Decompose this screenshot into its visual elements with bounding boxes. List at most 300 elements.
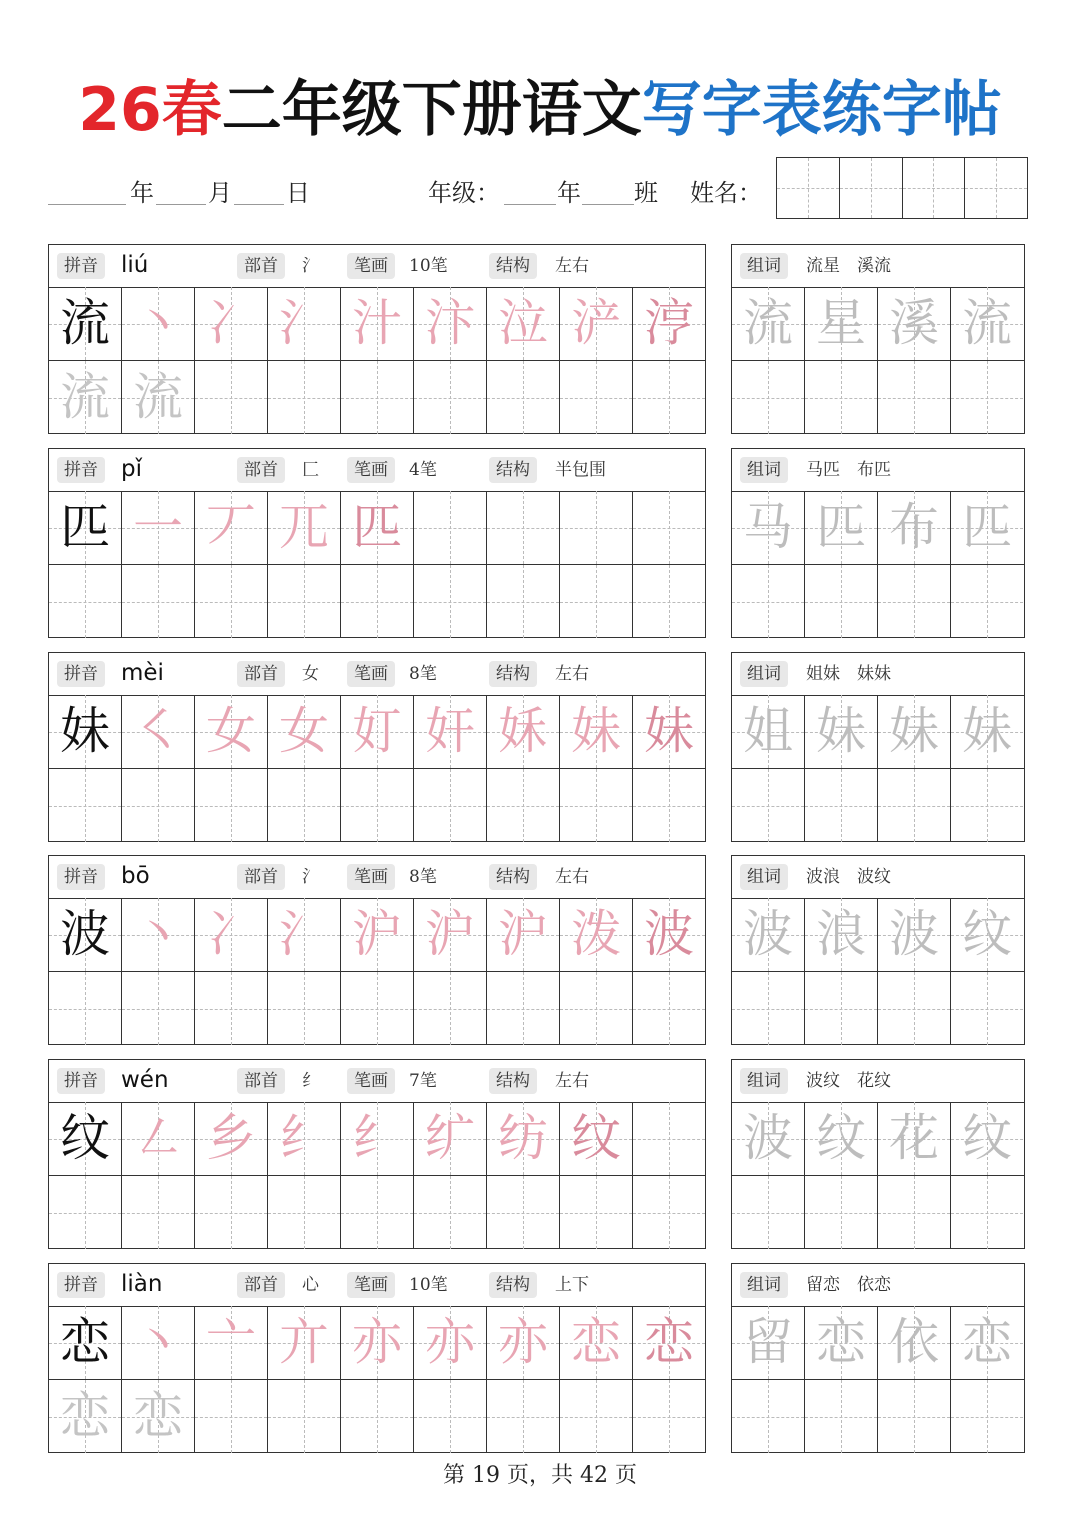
grid-cell[interactable]	[487, 1306, 560, 1379]
grid-cell[interactable]	[341, 1306, 414, 1379]
grid-cell[interactable]	[732, 1102, 805, 1175]
name-boxes[interactable]	[776, 157, 1028, 219]
word-grid	[732, 1306, 1024, 1453]
grid-cell[interactable]	[633, 1176, 705, 1249]
grid-cell[interactable]	[341, 361, 414, 434]
name-box[interactable]	[840, 158, 903, 218]
grid-cell[interactable]	[487, 361, 560, 434]
grid-cell[interactable]	[560, 1176, 633, 1249]
grid-row	[49, 360, 705, 434]
grid-cell[interactable]	[732, 491, 805, 564]
grid-cell[interactable]	[341, 695, 414, 768]
grid-cell[interactable]	[268, 1380, 341, 1453]
grid-cell[interactable]	[122, 695, 195, 768]
char-block	[48, 448, 706, 638]
radical-value: 女	[302, 664, 319, 684]
word-trace-char: 花	[889, 1109, 939, 1167]
stroke-step: ㇛	[133, 702, 183, 760]
stroke-step: 丶	[133, 905, 183, 963]
name-box[interactable]	[903, 158, 966, 218]
pinyin-value: liú	[121, 252, 149, 278]
words-value: 流星 溪流	[806, 256, 891, 276]
grid-cell[interactable]	[732, 695, 805, 768]
char-info-bar	[49, 1060, 705, 1103]
word-trace-char: 依	[889, 1313, 939, 1371]
word-trace-char: 恋	[962, 1313, 1012, 1371]
char-block	[48, 652, 706, 842]
grid-cell[interactable]	[414, 491, 487, 564]
grid-cell[interactable]	[268, 491, 341, 564]
grid-row	[732, 1102, 1024, 1175]
word-info-bar	[732, 245, 1024, 288]
grid-cell[interactable]	[878, 1176, 951, 1249]
grid-cell[interactable]	[951, 565, 1023, 638]
stroke-step: 恋	[644, 1313, 694, 1371]
word-info-bar	[732, 1060, 1024, 1103]
words-value: 姐妹 妹妹	[806, 664, 891, 684]
month-blank[interactable]	[156, 204, 206, 205]
trace-char: 流	[60, 368, 110, 426]
radical-value: 氵	[302, 256, 319, 276]
grid-cell[interactable]	[122, 972, 195, 1045]
grid-cell[interactable]	[487, 287, 560, 360]
grid-cell[interactable]	[487, 972, 560, 1045]
grid-row	[49, 1175, 705, 1249]
grid-cell[interactable]	[341, 898, 414, 971]
grid-cell[interactable]	[732, 898, 805, 971]
word-info-bar	[732, 856, 1024, 899]
grid-cell[interactable]	[633, 695, 705, 768]
grid-cell[interactable]	[633, 565, 705, 638]
pinyin-tag: 拼音	[57, 1272, 105, 1298]
grid-cell[interactable]	[122, 1102, 195, 1175]
grid-cell[interactable]	[487, 1176, 560, 1249]
word-block	[731, 652, 1025, 842]
grid-cell[interactable]	[49, 695, 122, 768]
strokes-tag: 笔画	[347, 864, 395, 890]
grid-cell[interactable]	[805, 491, 878, 564]
strokes-value: 7笔	[409, 1071, 437, 1091]
practice-grid	[49, 1306, 705, 1453]
class-blank[interactable]	[582, 204, 634, 205]
grade-label: 年级：	[428, 179, 500, 207]
grid-cell[interactable]	[195, 491, 268, 564]
stroke-step: ㇜	[133, 1109, 183, 1167]
stroke-step: 妹	[571, 702, 621, 760]
grid-cell[interactable]	[122, 565, 195, 638]
grid-cell[interactable]	[560, 565, 633, 638]
words-tag: 组词	[740, 457, 788, 483]
grid-cell[interactable]	[878, 287, 951, 360]
grid-cell[interactable]	[633, 491, 705, 564]
trace-char: 恋	[60, 1387, 110, 1445]
word-grid	[732, 695, 1024, 842]
grid-cell[interactable]	[268, 565, 341, 638]
name-label: 姓名：	[690, 179, 762, 207]
stroke-step: 匹	[352, 498, 402, 556]
grid-cell[interactable]	[878, 898, 951, 971]
grid-cell[interactable]	[268, 695, 341, 768]
grid-row	[49, 695, 705, 768]
grid-cell[interactable]	[878, 1102, 951, 1175]
radical-value: 心	[302, 1275, 319, 1295]
stroke-step: 纟	[279, 1109, 329, 1167]
char-block	[48, 244, 706, 434]
grid-cell[interactable]	[560, 769, 633, 842]
grid-cell[interactable]	[732, 972, 805, 1045]
stroke-step: 汁	[352, 294, 402, 352]
grid-cell[interactable]	[633, 972, 705, 1045]
grid-cell[interactable]	[122, 1176, 195, 1249]
word-block	[731, 1263, 1025, 1453]
grid-cell[interactable]	[560, 898, 633, 971]
grid-cell[interactable]	[951, 1380, 1023, 1453]
grid-cell[interactable]	[951, 695, 1023, 768]
stroke-step: 女	[279, 702, 329, 760]
grid-cell[interactable]	[49, 1102, 122, 1175]
grid-cell[interactable]	[49, 972, 122, 1045]
grid-cell[interactable]	[49, 491, 122, 564]
grid-cell[interactable]	[414, 1306, 487, 1379]
title-part-blue: 写字表练字帖	[641, 75, 1002, 145]
structure-value: 上下	[555, 1275, 589, 1295]
page-footer: 第 19 页，共 42 页	[443, 1463, 637, 1488]
grid-cell[interactable]	[268, 769, 341, 842]
grid-cell[interactable]	[414, 1102, 487, 1175]
title-part-black: 二年级下册语文	[221, 75, 642, 145]
grid-cell[interactable]	[195, 972, 268, 1045]
grid-cell[interactable]	[805, 769, 878, 842]
structure-tag: 结构	[489, 457, 537, 483]
grid-cell[interactable]	[633, 769, 705, 842]
grid-cell[interactable]	[195, 565, 268, 638]
grid-cell[interactable]	[805, 361, 878, 434]
grid-cell[interactable]	[341, 287, 414, 360]
word-trace-char: 布	[889, 498, 939, 556]
grid-cell[interactable]	[49, 565, 122, 638]
grid-cell[interactable]	[268, 1102, 341, 1175]
grid-cell[interactable]	[49, 769, 122, 842]
grid-cell[interactable]	[633, 1380, 705, 1453]
grid-cell[interactable]	[805, 287, 878, 360]
grid-cell[interactable]	[195, 1380, 268, 1453]
grid-cell[interactable]	[268, 1176, 341, 1249]
stroke-step: 亠	[206, 1313, 256, 1371]
grid-cell[interactable]	[414, 695, 487, 768]
grid-cell[interactable]	[633, 361, 705, 434]
grid-cell[interactable]	[49, 361, 122, 434]
day-label: 日	[286, 179, 310, 207]
grid-cell[interactable]	[560, 1102, 633, 1175]
grid-cell[interactable]	[732, 565, 805, 638]
grid-cell[interactable]	[122, 1380, 195, 1453]
grid-cell[interactable]	[805, 695, 878, 768]
words-value: 留恋 依恋	[806, 1275, 891, 1295]
grid-cell[interactable]	[414, 972, 487, 1045]
grid-cell[interactable]	[195, 898, 268, 971]
stroke-step: 沪	[425, 905, 475, 963]
model-char: 波	[60, 905, 110, 963]
day-blank[interactable]	[234, 204, 284, 205]
pinyin-value: wén	[121, 1067, 169, 1093]
grid-cell[interactable]	[633, 287, 705, 360]
grid-cell[interactable]	[878, 769, 951, 842]
stroke-step: 奸	[425, 702, 475, 760]
grid-row	[732, 491, 1024, 564]
grid-cell[interactable]	[414, 769, 487, 842]
grid-cell[interactable]	[805, 1102, 878, 1175]
grid-cell[interactable]	[341, 769, 414, 842]
grid-cell[interactable]	[122, 769, 195, 842]
pinyin-tag: 拼音	[57, 864, 105, 890]
grid-cell[interactable]	[951, 1306, 1023, 1379]
grid-cell[interactable]	[268, 287, 341, 360]
pinyin-tag: 拼音	[57, 253, 105, 279]
grid-cell[interactable]	[560, 287, 633, 360]
grid-cell[interactable]	[414, 1176, 487, 1249]
grid-row	[732, 1175, 1024, 1249]
grid-cell[interactable]	[341, 565, 414, 638]
grid-row	[732, 564, 1024, 638]
grid-cell[interactable]	[878, 695, 951, 768]
stroke-step: 一	[133, 498, 183, 556]
words-tag: 组词	[740, 1272, 788, 1298]
year-label: 年	[130, 179, 154, 207]
name-box[interactable]	[777, 158, 840, 218]
grid-cell[interactable]	[732, 1380, 805, 1453]
grid-cell[interactable]	[732, 287, 805, 360]
model-char: 妹	[60, 702, 110, 760]
grid-cell[interactable]	[560, 972, 633, 1045]
grid-cell[interactable]	[951, 1176, 1023, 1249]
char-info-bar	[49, 449, 705, 492]
word-trace-char: 匹	[962, 498, 1012, 556]
grid-cell[interactable]	[951, 491, 1023, 564]
grid-cell[interactable]	[341, 491, 414, 564]
grid-cell[interactable]	[195, 1176, 268, 1249]
grid-cell[interactable]	[122, 898, 195, 971]
structure-value: 左右	[555, 1071, 589, 1091]
grid-cell[interactable]	[951, 898, 1023, 971]
stroke-step: 纺	[498, 1109, 548, 1167]
grid-cell[interactable]	[487, 769, 560, 842]
grid-cell[interactable]	[195, 1102, 268, 1175]
structure-tag: 结构	[489, 1068, 537, 1094]
grid-cell[interactable]	[878, 1380, 951, 1453]
grid-cell[interactable]	[49, 1306, 122, 1379]
grid-cell[interactable]	[560, 1306, 633, 1379]
grid-row	[732, 360, 1024, 434]
grid-row	[732, 1306, 1024, 1379]
strokes-value: 10笔	[409, 1275, 448, 1295]
stroke-step: 纟	[352, 1109, 402, 1167]
grid-cell[interactable]	[122, 361, 195, 434]
grid-cell[interactable]	[49, 898, 122, 971]
word-grid	[732, 491, 1024, 638]
grid-cell[interactable]	[805, 1380, 878, 1453]
grid-cell[interactable]	[341, 1102, 414, 1175]
word-trace-char: 留	[743, 1313, 793, 1371]
grid-cell[interactable]	[268, 972, 341, 1045]
stroke-step: 浐	[571, 294, 621, 352]
stroke-step: 丆	[206, 498, 256, 556]
grid-cell[interactable]	[268, 1306, 341, 1379]
word-trace-char: 姐	[743, 702, 793, 760]
grid-cell[interactable]	[487, 1102, 560, 1175]
grid-cell[interactable]	[805, 1176, 878, 1249]
grid-cell[interactable]	[49, 1380, 122, 1453]
radical-value: 匚	[302, 460, 319, 480]
practice-grid	[49, 898, 705, 1045]
strokes-value: 10笔	[409, 256, 448, 276]
words-value: 波浪 波纹	[806, 867, 891, 887]
grid-row	[49, 491, 705, 564]
grid-cell[interactable]	[487, 695, 560, 768]
pinyin-value: liàn	[121, 1271, 163, 1297]
word-trace-char: 纹	[962, 1109, 1012, 1167]
grid-cell[interactable]	[732, 769, 805, 842]
grid-cell[interactable]	[878, 491, 951, 564]
grid-cell[interactable]	[633, 1306, 705, 1379]
grid-cell[interactable]	[195, 1306, 268, 1379]
stroke-step: 妹	[644, 702, 694, 760]
grid-cell[interactable]	[878, 565, 951, 638]
word-trace-char: 波	[743, 1109, 793, 1167]
grid-cell[interactable]	[951, 769, 1023, 842]
word-trace-char: 溪	[889, 294, 939, 352]
grid-cell[interactable]	[341, 1380, 414, 1453]
grid-cell[interactable]	[951, 1102, 1023, 1175]
word-trace-char: 流	[743, 294, 793, 352]
char-block	[48, 1263, 706, 1453]
word-trace-char: 星	[816, 294, 866, 352]
stroke-step: 丶	[133, 294, 183, 352]
grid-cell[interactable]	[487, 565, 560, 638]
grid-cell[interactable]	[732, 1306, 805, 1379]
grid-cell[interactable]	[122, 491, 195, 564]
radical-tag: 部首	[237, 457, 285, 483]
grid-cell[interactable]	[268, 898, 341, 971]
char-block	[48, 855, 706, 1045]
structure-tag: 结构	[489, 661, 537, 687]
grid-cell[interactable]	[560, 361, 633, 434]
grid-cell[interactable]	[805, 972, 878, 1045]
structure-value: 左右	[555, 867, 589, 887]
grid-cell[interactable]	[414, 287, 487, 360]
grid-cell[interactable]	[732, 361, 805, 434]
grid-cell[interactable]	[560, 1380, 633, 1453]
char-info-bar	[49, 1264, 705, 1307]
radical-value: 纟	[302, 1071, 319, 1091]
grid-cell[interactable]	[414, 361, 487, 434]
year-blank[interactable]	[48, 204, 126, 205]
word-trace-char: 流	[962, 294, 1012, 352]
word-trace-char: 匹	[816, 498, 866, 556]
grid-cell[interactable]	[414, 1380, 487, 1453]
stroke-step: 纹	[571, 1109, 621, 1167]
grid-cell[interactable]	[732, 1176, 805, 1249]
structure-value: 左右	[555, 256, 589, 276]
grid-cell[interactable]	[560, 695, 633, 768]
grid-cell[interactable]	[195, 769, 268, 842]
grid-cell[interactable]	[805, 565, 878, 638]
grid-cell[interactable]	[341, 972, 414, 1045]
grid-cell[interactable]	[951, 287, 1023, 360]
grid-cell[interactable]	[878, 1306, 951, 1379]
strokes-tag: 笔画	[347, 253, 395, 279]
char-info-bar	[49, 856, 705, 899]
grid-cell[interactable]	[414, 565, 487, 638]
grid-cell[interactable]	[49, 1176, 122, 1249]
stroke-step: 姀	[498, 702, 548, 760]
grid-cell[interactable]	[195, 361, 268, 434]
radical-tag: 部首	[237, 253, 285, 279]
practice-grid	[49, 287, 705, 434]
grid-cell[interactable]	[487, 491, 560, 564]
grid-cell[interactable]	[268, 361, 341, 434]
stroke-step: 冫	[206, 294, 256, 352]
radical-tag: 部首	[237, 864, 285, 890]
practice-grid	[49, 695, 705, 842]
grid-cell[interactable]	[487, 1380, 560, 1453]
grid-cell[interactable]	[878, 972, 951, 1045]
stroke-step: 泼	[571, 905, 621, 963]
strokes-value: 8笔	[409, 664, 437, 684]
word-trace-char: 妹	[816, 702, 866, 760]
grid-row	[49, 1102, 705, 1175]
grid-cell[interactable]	[805, 898, 878, 971]
word-trace-char: 纹	[816, 1109, 866, 1167]
grid-cell[interactable]	[633, 1102, 705, 1175]
practice-grid	[49, 491, 705, 638]
radical-value: 氵	[302, 867, 319, 887]
model-char: 流	[60, 294, 110, 352]
grade-blank[interactable]	[504, 204, 556, 205]
grid-cell[interactable]	[414, 898, 487, 971]
structure-value: 左右	[555, 664, 589, 684]
title-part-red: 26春	[78, 75, 222, 145]
grid-cell[interactable]	[195, 695, 268, 768]
structure-tag: 结构	[489, 1272, 537, 1298]
stroke-step: 丶	[133, 1313, 183, 1371]
grid-cell[interactable]	[49, 287, 122, 360]
grid-cell[interactable]	[805, 1306, 878, 1379]
grid-cell[interactable]	[195, 287, 268, 360]
grid-cell[interactable]	[122, 1306, 195, 1379]
grid-cell[interactable]	[878, 361, 951, 434]
grade-year-label: 年	[557, 179, 581, 207]
grid-cell[interactable]	[951, 972, 1023, 1045]
pinyin-value: pǐ	[121, 456, 142, 482]
grid-cell[interactable]	[122, 287, 195, 360]
name-box[interactable]	[965, 158, 1027, 218]
stroke-step: 冫	[206, 905, 256, 963]
stroke-step: 乡	[206, 1109, 256, 1167]
stroke-step: 奵	[352, 702, 402, 760]
grid-row	[732, 898, 1024, 971]
word-trace-char: 恋	[816, 1313, 866, 1371]
grid-cell[interactable]	[560, 491, 633, 564]
word-block	[731, 244, 1025, 434]
grid-cell[interactable]	[341, 1176, 414, 1249]
strokes-tag: 笔画	[347, 1068, 395, 1094]
char-info-bar	[49, 245, 705, 288]
grid-cell[interactable]	[487, 898, 560, 971]
grid-cell[interactable]	[951, 361, 1023, 434]
radical-tag: 部首	[237, 1068, 285, 1094]
word-grid	[732, 898, 1024, 1045]
grid-cell[interactable]	[633, 898, 705, 971]
